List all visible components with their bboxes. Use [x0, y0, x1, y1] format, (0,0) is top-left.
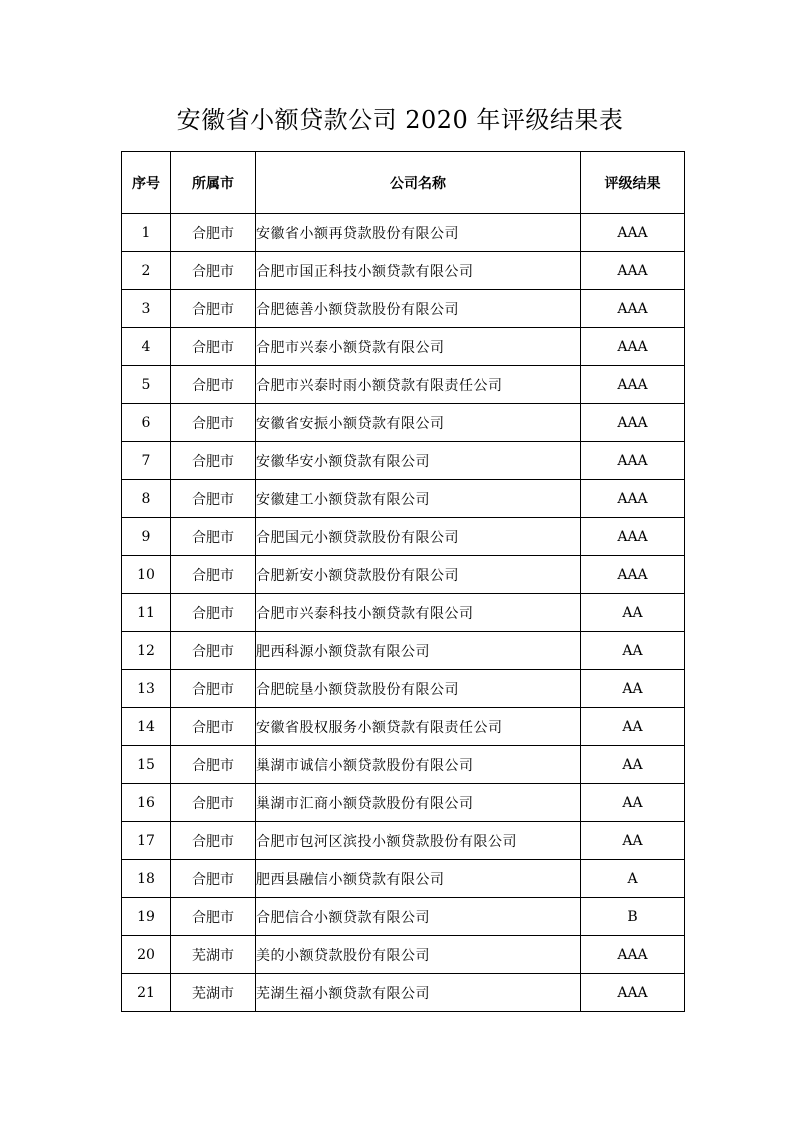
cell-index: 17 [122, 822, 171, 860]
cell-company: 合肥国元小额贷款股份有限公司 [256, 518, 581, 556]
cell-city: 合肥市 [171, 898, 256, 936]
cell-city: 合肥市 [171, 860, 256, 898]
cell-company: 合肥市兴泰科技小额贷款有限公司 [256, 594, 581, 632]
cell-index: 21 [122, 974, 171, 1012]
table-row [122, 290, 685, 328]
cell-city: 合肥市 [171, 746, 256, 784]
table-row [122, 936, 685, 974]
rating-results-table [121, 151, 685, 1012]
cell-company: 合肥市国正科技小额贷款有限公司 [256, 252, 581, 290]
cell-city: 合肥市 [171, 328, 256, 366]
cell-company: 合肥德善小额贷款股份有限公司 [256, 290, 581, 328]
cell-result: AA [581, 784, 685, 822]
cell-result: AAA [581, 366, 685, 404]
cell-company: 合肥新安小额贷款股份有限公司 [256, 556, 581, 594]
cell-index: 2 [122, 252, 171, 290]
cell-index: 15 [122, 746, 171, 784]
cell-city: 合肥市 [171, 214, 256, 252]
table-row [122, 328, 685, 366]
cell-city: 合肥市 [171, 480, 256, 518]
table-row [122, 594, 685, 632]
cell-index: 10 [122, 556, 171, 594]
cell-result: AA [581, 708, 685, 746]
cell-city: 合肥市 [171, 556, 256, 594]
table-row [122, 898, 685, 936]
cell-index: 20 [122, 936, 171, 974]
cell-company: 芜湖生福小额贷款有限公司 [256, 974, 581, 1012]
cell-company: 巢湖市诚信小额贷款股份有限公司 [256, 746, 581, 784]
cell-company: 安徽华安小额贷款有限公司 [256, 442, 581, 480]
table-row [122, 708, 685, 746]
cell-result: AA [581, 594, 685, 632]
cell-index: 12 [122, 632, 171, 670]
cell-index: 19 [122, 898, 171, 936]
table-row [122, 480, 685, 518]
table-row [122, 670, 685, 708]
cell-index: 8 [122, 480, 171, 518]
cell-city: 合肥市 [171, 708, 256, 746]
cell-city: 合肥市 [171, 594, 256, 632]
cell-city: 芜湖市 [171, 936, 256, 974]
table-header-row [122, 152, 685, 214]
table-row [122, 556, 685, 594]
table-row [122, 822, 685, 860]
table-row [122, 366, 685, 404]
cell-city: 合肥市 [171, 632, 256, 670]
cell-result: AAA [581, 974, 685, 1012]
cell-company: 合肥市兴泰时雨小额贷款有限责任公司 [256, 366, 581, 404]
cell-city: 合肥市 [171, 442, 256, 480]
cell-index: 9 [122, 518, 171, 556]
cell-result: AAA [581, 556, 685, 594]
cell-result: B [581, 898, 685, 936]
page-title: 安徽省小额贷款公司 2020 年评级结果表 [176, 106, 624, 134]
cell-company: 美的小额贷款股份有限公司 [256, 936, 581, 974]
table-row [122, 860, 685, 898]
header-company: 公司名称 [256, 152, 581, 214]
cell-index: 6 [122, 404, 171, 442]
table-row [122, 784, 685, 822]
cell-result: A [581, 860, 685, 898]
cell-city: 合肥市 [171, 404, 256, 442]
table-body [122, 214, 685, 1012]
header-index: 序号 [122, 152, 171, 214]
cell-index: 5 [122, 366, 171, 404]
cell-city: 合肥市 [171, 290, 256, 328]
cell-result: AA [581, 746, 685, 784]
cell-company: 肥西县融信小额贷款有限公司 [256, 860, 581, 898]
table-row [122, 252, 685, 290]
cell-company: 安徽省安振小额贷款有限公司 [256, 404, 581, 442]
table-row [122, 214, 685, 252]
cell-index: 11 [122, 594, 171, 632]
cell-result: AAA [581, 328, 685, 366]
table-row [122, 632, 685, 670]
cell-city: 合肥市 [171, 822, 256, 860]
cell-city: 合肥市 [171, 518, 256, 556]
cell-company: 合肥皖垦小额贷款股份有限公司 [256, 670, 581, 708]
table-row [122, 518, 685, 556]
cell-index: 13 [122, 670, 171, 708]
cell-company: 安徽省小额再贷款股份有限公司 [256, 214, 581, 252]
cell-result: AAA [581, 290, 685, 328]
cell-city: 芜湖市 [171, 974, 256, 1012]
table-row [122, 404, 685, 442]
cell-company: 合肥信合小额贷款有限公司 [256, 898, 581, 936]
table-row [122, 974, 685, 1012]
cell-company: 安徽建工小额贷款有限公司 [256, 480, 581, 518]
cell-index: 14 [122, 708, 171, 746]
cell-index: 7 [122, 442, 171, 480]
cell-result: AAA [581, 404, 685, 442]
header-city: 所属市 [171, 152, 256, 214]
table-row [122, 442, 685, 480]
cell-city: 合肥市 [171, 252, 256, 290]
cell-city: 合肥市 [171, 366, 256, 404]
cell-result: AAA [581, 252, 685, 290]
cell-company: 合肥市兴泰小额贷款有限公司 [256, 328, 581, 366]
header-result: 评级结果 [581, 152, 685, 214]
cell-result: AAA [581, 936, 685, 974]
cell-company: 合肥市包河区滨投小额贷款股份有限公司 [256, 822, 581, 860]
cell-result: AAA [581, 518, 685, 556]
cell-city: 合肥市 [171, 784, 256, 822]
cell-city: 合肥市 [171, 670, 256, 708]
cell-company: 巢湖市汇商小额贷款股份有限公司 [256, 784, 581, 822]
table-row [122, 746, 685, 784]
cell-result: AAA [581, 480, 685, 518]
cell-result: AAA [581, 442, 685, 480]
cell-result: AA [581, 670, 685, 708]
cell-index: 4 [122, 328, 171, 366]
cell-index: 3 [122, 290, 171, 328]
cell-index: 16 [122, 784, 171, 822]
cell-result: AA [581, 822, 685, 860]
cell-result: AA [581, 632, 685, 670]
cell-index: 1 [122, 214, 171, 252]
cell-result: AAA [581, 214, 685, 252]
cell-company: 安徽省股权服务小额贷款有限责任公司 [256, 708, 581, 746]
cell-index: 18 [122, 860, 171, 898]
cell-company: 肥西科源小额贷款有限公司 [256, 632, 581, 670]
